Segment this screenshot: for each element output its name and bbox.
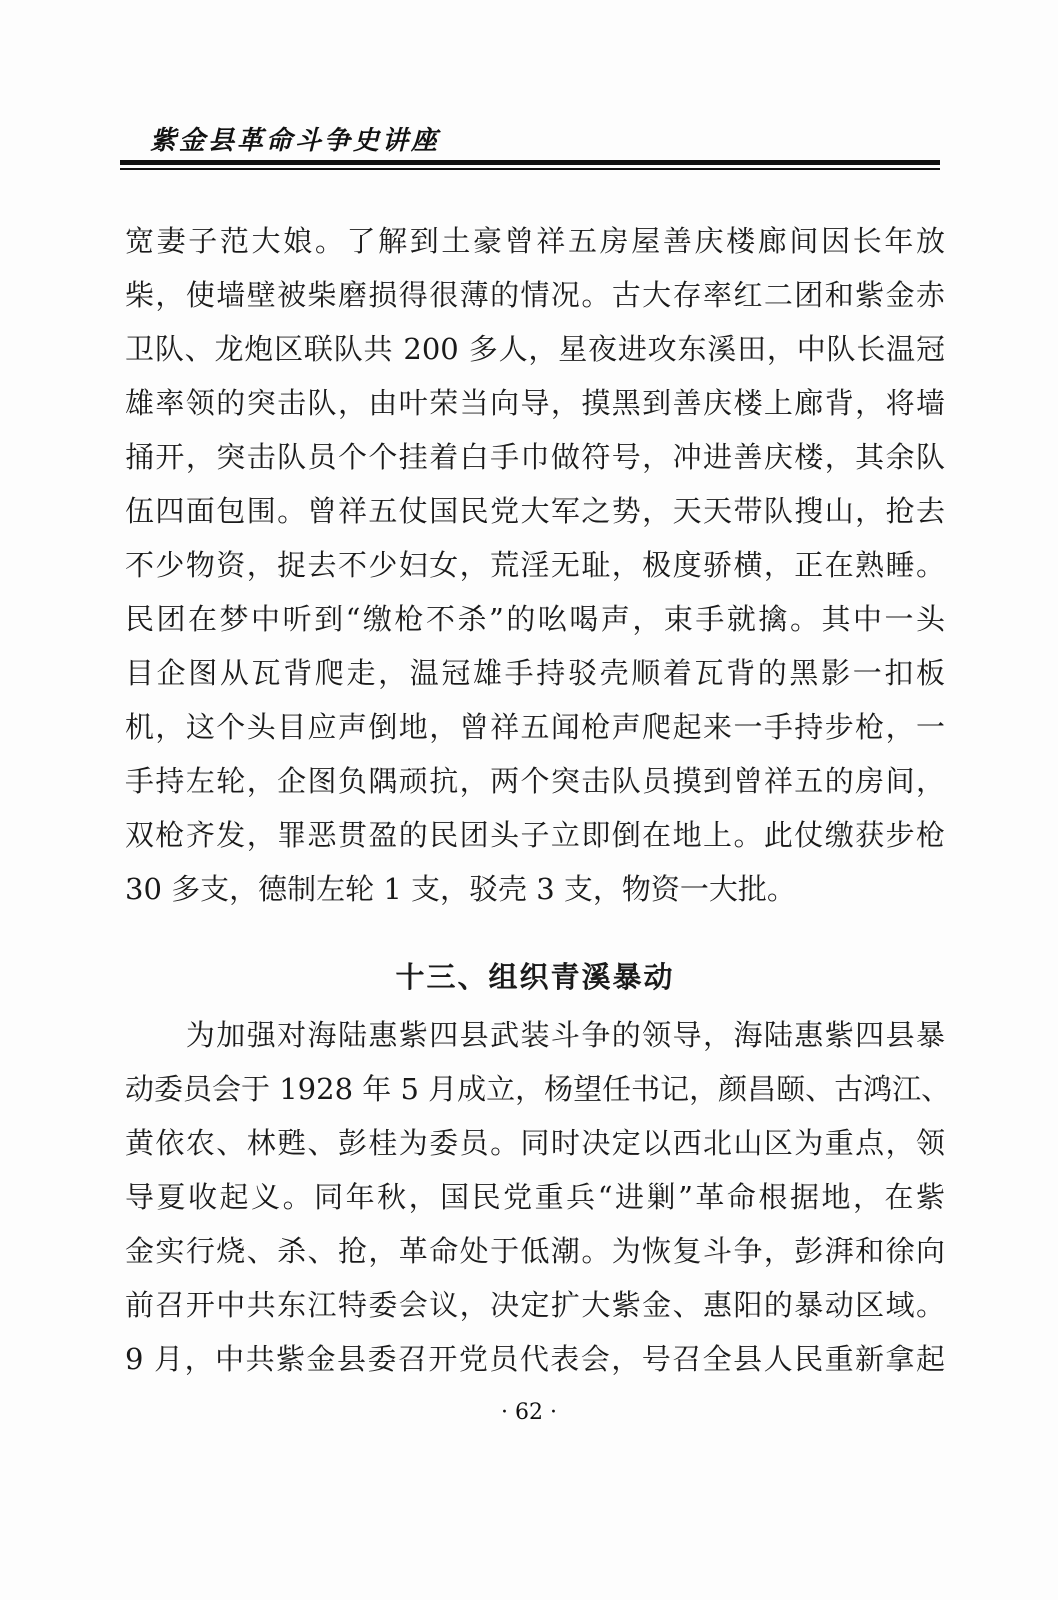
section-heading: 十三、组织青溪暴动: [395, 960, 675, 994]
text-line: 前召开中共东江特委会议，决定扩大紫金、惠阳的暴动区域。: [125, 1288, 945, 1322]
header-rule-thin: [120, 168, 940, 170]
text-line: 卫队、龙炮区联队共 200 多人，星夜进攻东溪田，中队长温冠: [125, 332, 945, 366]
text-line: 动委员会于 1928 年 5 月成立，杨望任书记，颜昌颐、古鸿江、: [125, 1072, 951, 1106]
text-line: 导夏收起义。同年秋，国民党重兵“进剿”革命根据地，在紫: [125, 1180, 945, 1214]
paragraph-2: [125, 1008, 951, 1386]
text-line: 双枪齐发，罪恶贯盈的民团头子立即倒在地上。此仗缴获步枪: [125, 818, 945, 852]
text-line: 机，这个头目应声倒地，曾祥五闻枪声爬起来一手持步枪，一: [125, 710, 945, 744]
text-line: 黄依农、林甦、彭桂为委员。同时决定以西北山区为重点，领: [125, 1126, 945, 1160]
text-line: 民团在梦中听到“缴枪不杀”的吆喝声，束手就擒。其中一头: [125, 602, 945, 636]
running-header: 紫金县革命斗争史讲座: [150, 126, 441, 156]
text-line: 雄率领的突击队，由叶荣当向导，摸黑到善庆楼上廊背，将墙: [125, 386, 945, 420]
page-number: · 62 ·: [501, 1400, 557, 1425]
page-body: [125, 214, 951, 1386]
header-rule-thick: [120, 160, 940, 165]
text-line: 30 多支，德制左轮 1 支，驳壳 3 支，物资一大批。: [125, 872, 796, 906]
text-line: 金实行烧、杀、抢，革命处于低潮。为恢复斗争，彭湃和徐向: [125, 1234, 945, 1268]
text-line: 伍四面包围。曾祥五仗国民党大军之势，天天带队搜山，抢去: [125, 494, 945, 528]
text-line: 手持左轮，企图负隅顽抗，两个突击队员摸到曾祥五的房间，: [125, 764, 945, 798]
text-line: 宽妻子范大娘。了解到土豪曾祥五房屋善庆楼廊间因长年放: [125, 224, 945, 258]
text-line: 为加强对海陆惠紫四县武装斗争的领导，海陆惠紫四县暴: [125, 1018, 945, 1052]
text-line: 捅开，突击队员个个挂着白手巾做符号，冲进善庆楼，其余队: [125, 440, 945, 474]
text-line: 不少物资，捉去不少妇女，荒淫无耻，极度骄横，正在熟睡。: [125, 548, 945, 582]
text-line: 柴，使墙壁被柴磨损得很薄的情况。古大存率红二团和紫金赤: [125, 278, 945, 312]
text-line: 目企图从瓦背爬走，温冠雄手持驳壳顺着瓦背的黑影一扣板: [125, 656, 945, 690]
paragraph-1: [125, 214, 945, 916]
text-line: 9 月，中共紫金县委召开党员代表会，号召全县人民重新拿起: [125, 1342, 945, 1376]
